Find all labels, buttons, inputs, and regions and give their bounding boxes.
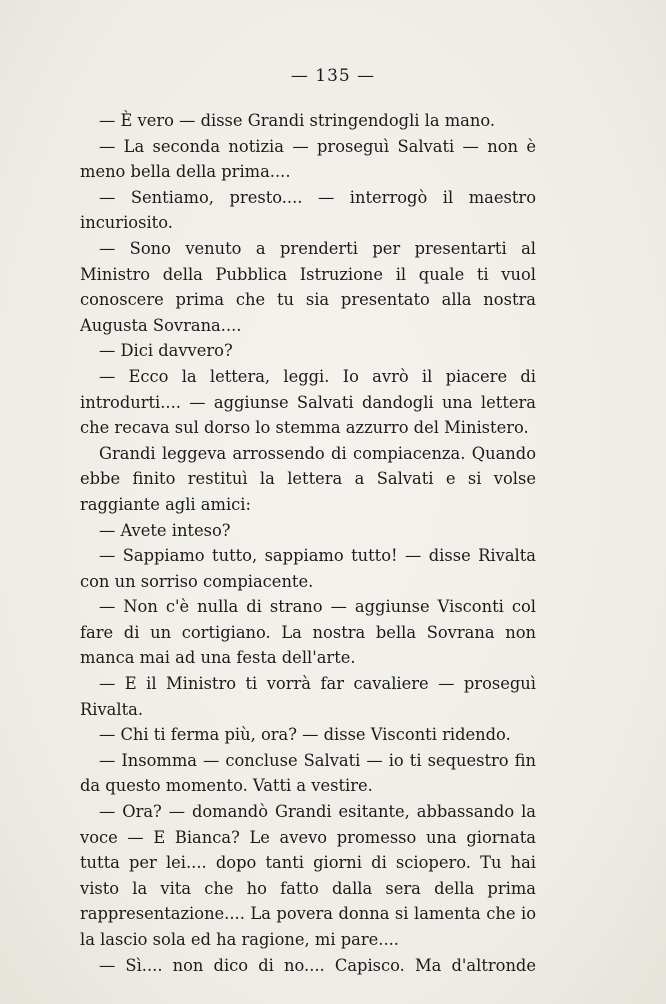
paragraph: — Ora? — domandò Grandi esitante, abbassando la voce — E Bianca? Le avevo promesso una giornata tutta per lei.... dopo tanti giorni di sciopero. Tu hai visto la vita che ho fatto dalla sera della prima rappresentazione.... La povera donna si lamenta che io la lascio sola ed ha ragione, mi pare....: [80, 802, 536, 949]
paragraph: — Sono venuto a prenderti per presentarti al Ministro della Pubblica Istruzione il quale ti vuol conoscere prima che tu sia presentato alla nostra Augusta Sovrana....: [80, 238, 536, 335]
paragraph: — Chi ti ferma più, ora? — disse Visconti ridendo.: [99, 725, 511, 745]
body-text: [80, 108, 536, 978]
paragraph: Grandi leggeva arrossendo di compiacenza. Quando ebbe finito restituì la lettera a Salvati e si volse raggiante agli amici:: [80, 443, 536, 514]
paragraph: — Dici davvero?: [99, 341, 233, 361]
paragraph: — E il Ministro ti vorrà far cavaliere — proseguì Rivalta.: [80, 674, 536, 719]
paragraph: — Non c'è nulla di strano — aggiunse Visconti col fare di un cortigiano. La nostra bella Sovrana non manca mai ad una festa dell'arte.: [80, 597, 536, 668]
paragraph: — Insomma — concluse Salvati — io ti sequestro fin da questo momento. Vatti a vestire.: [80, 750, 536, 796]
paragraph: — Sentiamo, presto.... — interrogò il maestro incuriosito.: [80, 187, 536, 233]
paragraph: — Avete inteso?: [99, 520, 231, 540]
page-number: — 135 —: [290, 66, 376, 86]
paragraph: — Ecco la lettera, leggi. Io avrò il piacere di introdurti.... — aggiunse Salvati dandogli una lettera che recava sul dorso lo stemma azzurro del Ministero.: [80, 366, 536, 438]
paragraph: — È vero — disse Grandi stringendogli la mano.: [99, 111, 496, 130]
paragraph: — La seconda notizia — proseguì Salvati — non è meno bella della prima....: [80, 136, 536, 182]
paragraph: — Sì.... non dico di no.... Capisco. Ma d'altronde: [99, 955, 536, 975]
paragraph: — Sappiamo tutto, sappiamo tutto! — disse Rivalta con un sorriso compiacente.: [80, 546, 536, 591]
